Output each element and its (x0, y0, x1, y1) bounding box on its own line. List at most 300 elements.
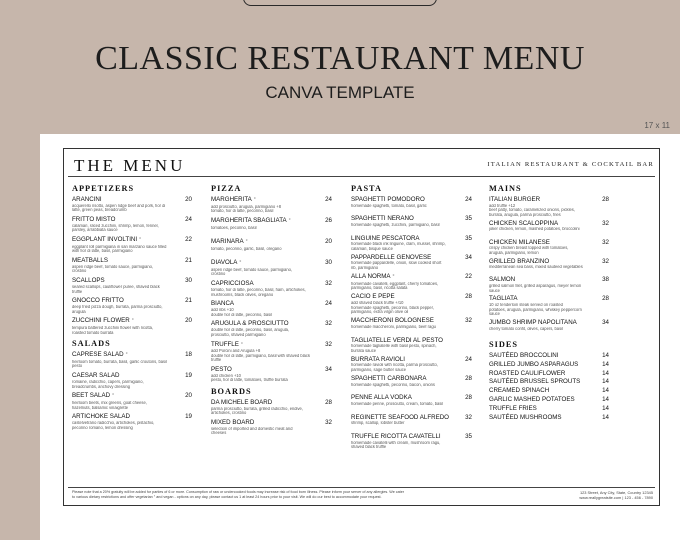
menu-item (489, 295, 609, 316)
menu-item (351, 235, 472, 252)
menu-item-name: ITALIAN BURGER (489, 196, 541, 203)
menu-item-description: latte, green peas, breadcrumb (72, 208, 127, 213)
menu-item (489, 370, 609, 378)
menu-item-name: MIXED BOARD (211, 419, 255, 427)
menu-item-title (72, 236, 141, 245)
menu-item-row (72, 372, 192, 380)
menu-item-price: 14 (602, 387, 609, 395)
section-title: BOARDS (211, 387, 252, 396)
menu-item-row (351, 235, 472, 243)
menu-item-price: 20 (185, 196, 192, 203)
menu-item-title (489, 196, 540, 204)
menu-item-price: 24 (465, 355, 472, 363)
vegetarian-mark-icon: ° (392, 274, 395, 281)
menu-item-row (351, 414, 472, 422)
menu-item-description: castelvetrano radicchio, artichokes, pistachio, (72, 421, 155, 426)
menu-item-price: 32 (325, 419, 332, 427)
menu-item-name: GRILLED JUMBO ASPARAGUS (489, 360, 579, 368)
menu-item-price: 24 (325, 300, 332, 308)
menu-item-price: 14 (602, 414, 609, 422)
menu-item-description: pesto, fior di latte, tomatoes, truffle burrata (211, 378, 288, 383)
menu-item-price: 24 (325, 196, 332, 203)
menu-item-name: BURRATA RAVIOLI (351, 355, 405, 363)
menu-item-name: CAPRICCIOSA (211, 280, 254, 288)
menu-item-title (72, 297, 124, 305)
menu-item-title (489, 276, 515, 284)
menu-item-description: parma prosciutto, burrata, grilled radicchio, endive, (211, 406, 303, 411)
menu-item-description: heirloom beets, mix greens, goat cheese, (72, 401, 147, 405)
menu-item-row (351, 293, 472, 301)
menu-item-row (211, 320, 332, 328)
menu-item (351, 433, 472, 450)
menu-item (72, 317, 192, 335)
header-divider (68, 176, 655, 177)
page-subtitle: CANVA TEMPLATE (265, 83, 415, 102)
menu-item-price: 32 (325, 280, 332, 288)
menu-item (489, 396, 609, 404)
size-label: 17 x 11 (644, 121, 670, 130)
vegetarian-mark-icon: ° (239, 260, 242, 267)
menu-item (351, 273, 472, 291)
menu-item (72, 392, 192, 410)
menu-item-description: potatoes, arugula, parmigiano, whiskey peppercorn (489, 307, 582, 312)
menu-item-description: parsley, arrabbiata sauce (72, 228, 118, 233)
menu-item-description: homemade cavatelli, eggplant, cherry tomatoes, (351, 281, 439, 286)
menu-column-1 (72, 184, 192, 434)
menu-item-price: 32 (325, 340, 332, 348)
menu-item (211, 399, 332, 416)
section-title: SALADS (72, 339, 111, 349)
menu-item-description: pesto (72, 364, 83, 369)
menu-item-description (211, 230, 332, 235)
menu-item-description: homemade spaghetti, pecorino, black pepper, (351, 305, 434, 310)
menu-item-row (211, 280, 332, 288)
menu-item-row (72, 413, 192, 421)
menu-item-description: pecorino romano, lemon dressing (72, 425, 133, 430)
page-title: CLASSIC RESTAURANT MENU (95, 40, 585, 77)
menu-item-description (489, 331, 609, 336)
menu-item-price: 28 (465, 293, 472, 301)
menu-item-title (351, 235, 420, 243)
menu-item-description: add shaved black truffle +/10 (351, 301, 404, 305)
menu-column-2 (211, 184, 332, 439)
menu-item-description: arugula (72, 309, 86, 314)
menu-item-price: 32 (602, 238, 609, 246)
menu-item-description: homemade ravioli with ricotta, parma prosciutto, (351, 363, 438, 368)
menu-item-name: GARLIC MASHED POTATOES (489, 396, 575, 404)
menu-item-title (211, 217, 291, 226)
menu-item-description: homemade spaghetti, tomato, basil, garlic (351, 203, 427, 208)
menu-item-row (489, 370, 609, 378)
menu-item-description: tempura battered zucchini flower with ricotta, (72, 326, 154, 331)
menu-tagline: ITALIAN RESTAURANT & COCKTAIL BAR (487, 161, 654, 168)
menu-item (211, 366, 332, 383)
menu-item (211, 320, 332, 337)
menu-item (211, 341, 332, 363)
menu-item-description: acquerello risotto, aspen ridge beef and pork, fior di (72, 203, 166, 208)
top-tab-outline (243, 0, 437, 6)
menu-item (351, 215, 472, 232)
menu-item-price: 19 (185, 413, 192, 421)
menu-item-title (72, 413, 130, 421)
menu-item-row (489, 196, 609, 204)
menu-item-title (72, 317, 134, 326)
footer-divider (68, 487, 655, 488)
menu-item-name: CAPRESE SALAD (72, 351, 124, 359)
menu-item-description: sauce (489, 288, 500, 293)
menu-item-row (489, 414, 609, 422)
menu-item-row (489, 295, 609, 303)
menu-item-description: parmigiano, sage butter sauce (351, 368, 407, 373)
menu-item-title (489, 414, 562, 422)
menu-item-price: 32 (465, 317, 472, 325)
section-title: SIDES (489, 339, 518, 349)
menu-item-price: 28 (602, 295, 609, 303)
menu-item-title (351, 293, 395, 301)
menu-item-title (351, 196, 425, 204)
menu-item-description: add truffle +12 (489, 203, 516, 208)
menu-item-price: 34 (602, 319, 609, 326)
menu-item-description: burrata sauce (351, 348, 377, 353)
menu-item-price: 14 (602, 369, 609, 377)
menu-item-name: CHICKEN SCALOPPINA (489, 219, 559, 227)
menu-item-description: sauce (489, 312, 500, 317)
menu-item-price: 14 (602, 396, 609, 404)
menu-item-description: grilled salmon filet, grilled asparagus, meyer lemon (489, 284, 582, 289)
menu-item-description (351, 426, 472, 431)
menu-item-row (211, 341, 332, 350)
menu-item-title (211, 300, 234, 308)
menu-item (351, 394, 472, 411)
section-title: APPETIZERS (72, 184, 135, 193)
menu-item (489, 258, 609, 275)
menu-item-description: homemade spaghetti, zucchini, parmigiano, basil (351, 222, 440, 227)
menu-item-name: SPAGHETTI POMODORO (351, 196, 425, 203)
menu-item-row (351, 254, 472, 262)
menu-item-price: 19 (185, 372, 192, 380)
menu-item-description: roasted tomato burrata (72, 330, 114, 335)
menu-item-price: 22 (465, 273, 472, 281)
menu-item-row (211, 399, 332, 407)
menu-item-description: calamari, sliced zucchini, shrimp, lemon, fennel, (72, 223, 159, 228)
menu-item-title (72, 216, 115, 224)
menu-item-name: CACIO E PEPE (351, 293, 395, 301)
menu-item (211, 196, 332, 214)
menu-item-description: calamari, bisque sauce (351, 246, 393, 251)
menu-item-row (351, 317, 472, 325)
vegetarian-mark-icon: ° (125, 352, 128, 359)
menu-item-title (211, 259, 241, 268)
menu-item-description: homemade penne, prosciutto, cream, tomato, basil (351, 402, 444, 406)
menu-item (72, 297, 192, 314)
menu-card (40, 134, 680, 540)
menu-item (211, 419, 332, 436)
menu-frame (63, 148, 660, 506)
menu-item-description (351, 208, 472, 213)
menu-item-row (489, 396, 609, 404)
menu-item-title (351, 254, 431, 262)
menu-item-price: 28 (602, 196, 609, 203)
menu-item-description: seared scallops, cauliflower puree, shaved black (72, 284, 160, 289)
menu-item-price: 26 (325, 217, 332, 225)
menu-column-4 (489, 184, 609, 423)
menu-item-name: TRUFFLE (211, 340, 239, 348)
menu-item-row (72, 392, 192, 401)
menu-item-description: with fior di latte, basil, parmigiano (72, 249, 133, 254)
menu-item-title (211, 196, 256, 205)
menu-item-name: MACCHERONI BOLOGNESE (351, 317, 434, 325)
menu-item-name: ARTICHOKE SALAD (72, 413, 130, 421)
section-title: PASTA (351, 184, 382, 193)
menu-item-row (72, 196, 192, 204)
menu-item-price: 20 (325, 238, 332, 246)
menu-item-title (72, 196, 102, 204)
menu-item-name: SALMON (489, 276, 516, 284)
menu-item-row (489, 387, 609, 395)
menu-item-title (211, 399, 272, 407)
menu-item-title (489, 387, 549, 395)
menu-item-title (211, 341, 243, 350)
menu-item (489, 387, 609, 395)
menu-item-description: double fior di latte, parmigiano, basil with shaved black (211, 353, 310, 358)
menu-item-name: SPAGHETTI CARBONARA (351, 375, 427, 383)
menu-item-title (351, 317, 434, 325)
menu-item-row (211, 238, 332, 247)
menu-item-name: ROASTED CAULIFLOWER (489, 369, 566, 377)
menu-item-description: tomatoes, pecorino, basil (211, 225, 257, 230)
vegetarian-mark-icon: ° (240, 341, 243, 348)
menu-item-name: JUMBO SHRIMP NAPOLITANA (489, 319, 577, 326)
vegetarian-mark-icon: ° (112, 393, 115, 400)
menu-item-description (351, 329, 472, 334)
menu-item-description: selection of imported and domestic meat and (211, 426, 293, 431)
menu-item (489, 378, 609, 386)
menu-item-price: 30 (185, 277, 192, 285)
menu-item-title (351, 337, 443, 345)
menu-item-title (351, 394, 412, 402)
menu-item-row (489, 239, 609, 247)
menu-item-name: CREAMED SPINACH (489, 387, 550, 395)
vegetarian-mark-icon: ° (253, 197, 256, 203)
menu-item-row (211, 217, 332, 226)
menu-item-description: homemade tagliatelle with basil pesto, spinach, (351, 344, 437, 349)
menu-item (211, 300, 332, 317)
menu-item-price: 14 (602, 405, 609, 413)
menu-item-description: heirloom tomato, burrata, basil, garlic croutons, basil (72, 359, 167, 364)
menu-item-name: TAGLIATELLE VERDI AL PESTO (351, 336, 443, 344)
menu-item-title (351, 433, 441, 441)
menu-item-price: 32 (602, 257, 609, 265)
menu-item (489, 414, 609, 422)
menu-item-name: DIAVOLA (211, 259, 238, 267)
menu-item-row (351, 337, 472, 345)
menu-item-price: 20 (185, 392, 192, 400)
menu-item-price: 34 (325, 366, 332, 374)
menu-item-description: rib, parmigiano (351, 266, 379, 271)
footer-note-line: to various dietary restrictions and offer vegetarian ° and vegan - options on any day, please contact us 1 at least 24 hours prior to your visit. We will do our best to accommodate your request. (72, 495, 382, 499)
menu-item-price: 34 (465, 253, 472, 261)
section-title: PIZZA (211, 184, 242, 193)
menu-item-description: artichokes, crostino (211, 411, 247, 416)
menu-item-price: 28 (465, 394, 472, 402)
menu-item-row (72, 317, 192, 326)
menu-item-description: add Porcini and Arugula +8 (211, 349, 261, 354)
menu-item-name: TRUFFLE RICOTTA CAVATELLI (351, 432, 441, 440)
menu-item-row (351, 394, 472, 402)
menu-item-price: 21 (185, 257, 192, 265)
footer-note (72, 490, 472, 500)
menu-item-price: 35 (465, 432, 472, 440)
menu-item-description: deep fried pizza dough, burrata, parma prosciutto, (72, 304, 163, 309)
menu-item-title (211, 320, 289, 328)
menu-item-price: 30 (325, 259, 332, 267)
vegetarian-mark-icon: ° (131, 318, 134, 325)
menu-item-description: homemade pappardelle, onion, slow cooked short (351, 261, 442, 266)
menu-item-title (72, 392, 114, 401)
menu-item-title (211, 366, 232, 374)
menu-item-name: ALLA NORMA (351, 273, 391, 281)
menu-item-title (351, 375, 427, 383)
menu-item (351, 254, 472, 271)
menu-item-title (489, 396, 575, 404)
menu-item-description: aspen ridge beef, tomato sauce, parmigiano, (72, 264, 154, 269)
menu-item-name: PESTO (211, 366, 232, 374)
menu-item-name: ARUGULA & PROSCIUTTO (211, 320, 289, 328)
vegetarian-mark-icon: ° (139, 237, 142, 244)
menu-item-description: joker chicken, lemon, mashed potatoes, broccolini (489, 227, 580, 232)
menu-item-description (351, 387, 472, 392)
menu-item-description: add prosciutto, arugula, parmigiano +8 (211, 204, 281, 209)
menu-item (351, 356, 472, 373)
menu-item-title (72, 372, 119, 380)
menu-item-name: MARINARA (211, 238, 244, 246)
menu-item-description: breadcrumbs, anchovy dressing (72, 384, 131, 389)
menu-item (351, 293, 472, 314)
menu-item (72, 257, 192, 274)
menu-item-description: burrata, arugula, parma prosciutto, fries (489, 212, 561, 217)
menu-item-row (72, 236, 192, 245)
menu-item-price: 35 (465, 234, 472, 242)
menu-item (351, 414, 472, 431)
menu-item-description: 10 oz tenderloin steak served on roasted (489, 303, 563, 308)
menu-item-name: MARGHERITA SBAGLIATA (211, 217, 287, 225)
menu-item-name: SAUTÉED BROCCOLINI (489, 351, 559, 359)
footer-website-phone: www.reallygreatsite.com | 123 - 456 - 7890 (579, 495, 653, 500)
menu-item-name: LINGUINE PESCATORA (351, 234, 420, 242)
menu-item (489, 196, 609, 217)
menu-item-description: beef patty, tomato, caramelized onions, pickles, (489, 208, 575, 213)
menu-item-description: homemade maccheroni, parmigiano, beef ragu (351, 324, 436, 329)
menu-item-row (489, 405, 609, 413)
menu-item-description: cheeses (211, 431, 227, 436)
menu-item (72, 372, 192, 389)
menu-item-name: MEATBALLS (72, 257, 108, 265)
menu-item (351, 317, 472, 334)
menu-item-row (72, 297, 192, 305)
menu-item-description (489, 232, 609, 237)
menu-item-name: SPAGHETTI NERANO (351, 215, 414, 223)
footer-address: 123 Street, Any City, State, Country 12345 (579, 490, 653, 495)
menu-item-row (351, 433, 472, 441)
menu-item-title (72, 351, 128, 360)
menu-item-title (351, 273, 395, 282)
menu-item (351, 337, 472, 354)
menu-item-price: 28 (465, 375, 472, 383)
menu-item-row (351, 356, 472, 364)
menu-item-title (489, 352, 558, 360)
menu-item (72, 216, 192, 233)
menu-item-name: SCALLOPS (72, 277, 105, 285)
menu-item-description: parmigiano, extra virgin olive oil (351, 310, 409, 315)
menu-item-price: 32 (602, 219, 609, 227)
menu-item-name: BEET SALAD (72, 392, 111, 400)
menu-item-description (489, 270, 609, 275)
menu-item-title (72, 257, 108, 265)
menu-item-name: EGGPLANT INVOLTINI (72, 236, 138, 244)
menu-item (211, 259, 332, 277)
menu-item (72, 236, 192, 254)
menu-item (72, 196, 192, 213)
menu-item-title (211, 238, 248, 247)
menu-item-description: crostino (72, 269, 87, 274)
menu-heading: THE MENU (74, 156, 186, 175)
menu-item-description: add chicken +10 (211, 373, 241, 378)
menu-item-title (489, 258, 549, 266)
menu-item-description: eggplant roll parmigiana in san marzano sauce filled (72, 244, 167, 249)
menu-item-description: crostino (211, 272, 226, 277)
menu-item-name: FRITTO MISTO (72, 216, 116, 224)
menu-item-name: TRUFFLE FRIES (489, 405, 537, 413)
menu-item-price: 22 (185, 236, 192, 244)
menu-item-description: tomato, pecorino, garlic, basil, oregano (211, 246, 282, 251)
menu-item-name: DA MICHELE BOARD (211, 399, 273, 406)
menu-item-description: parmigiano, basil, ricotta salata (351, 286, 408, 291)
menu-item-description: homemade spaghetti, pecorino, bacon, onions (351, 382, 435, 387)
menu-column-3 (351, 184, 472, 452)
menu-item-description: truffle (211, 358, 222, 363)
menu-item-name: REGINETTE SEAFOOD ALFREDO (351, 413, 449, 421)
menu-item-name: ZUCCHINI FLOWER (72, 317, 130, 325)
menu-item-description: romaine, radicchio, capers, parmigiano, (72, 379, 144, 384)
menu-item-row (489, 220, 609, 228)
menu-item-row (351, 215, 472, 223)
menu-item-title (351, 356, 405, 364)
menu-item (489, 405, 609, 413)
menu-item-price: 20 (185, 317, 192, 325)
menu-item-description: crispy chicken breast topped with tomatoes, (489, 246, 569, 251)
menu-item-row (72, 257, 192, 265)
menu-item-row (211, 259, 332, 268)
menu-item-title (489, 295, 518, 303)
menu-item-title (489, 378, 580, 386)
menu-item-row (489, 361, 609, 369)
menu-item-description: homemade black ink linguine, clam, mussel, shrimp, (351, 242, 446, 247)
menu-item-price: 18 (185, 351, 192, 359)
menu-item-row (351, 375, 472, 383)
menu-item (72, 277, 192, 294)
menu-item-title (351, 215, 414, 223)
menu-item-name: ARANCINI (72, 196, 102, 203)
menu-item-row (211, 366, 332, 374)
menu-item-description: cherry tomato confit, olives, capers, basil (489, 326, 563, 331)
footer-contact (579, 490, 653, 500)
menu-item-row (72, 351, 192, 360)
menu-item-name: CAESAR SALAD (72, 372, 120, 380)
menu-item-price: 35 (465, 215, 472, 223)
menu-item-row (489, 378, 609, 386)
menu-item-row (489, 352, 609, 360)
menu-item-description: mushrooms, black olives, oregano (211, 292, 274, 297)
